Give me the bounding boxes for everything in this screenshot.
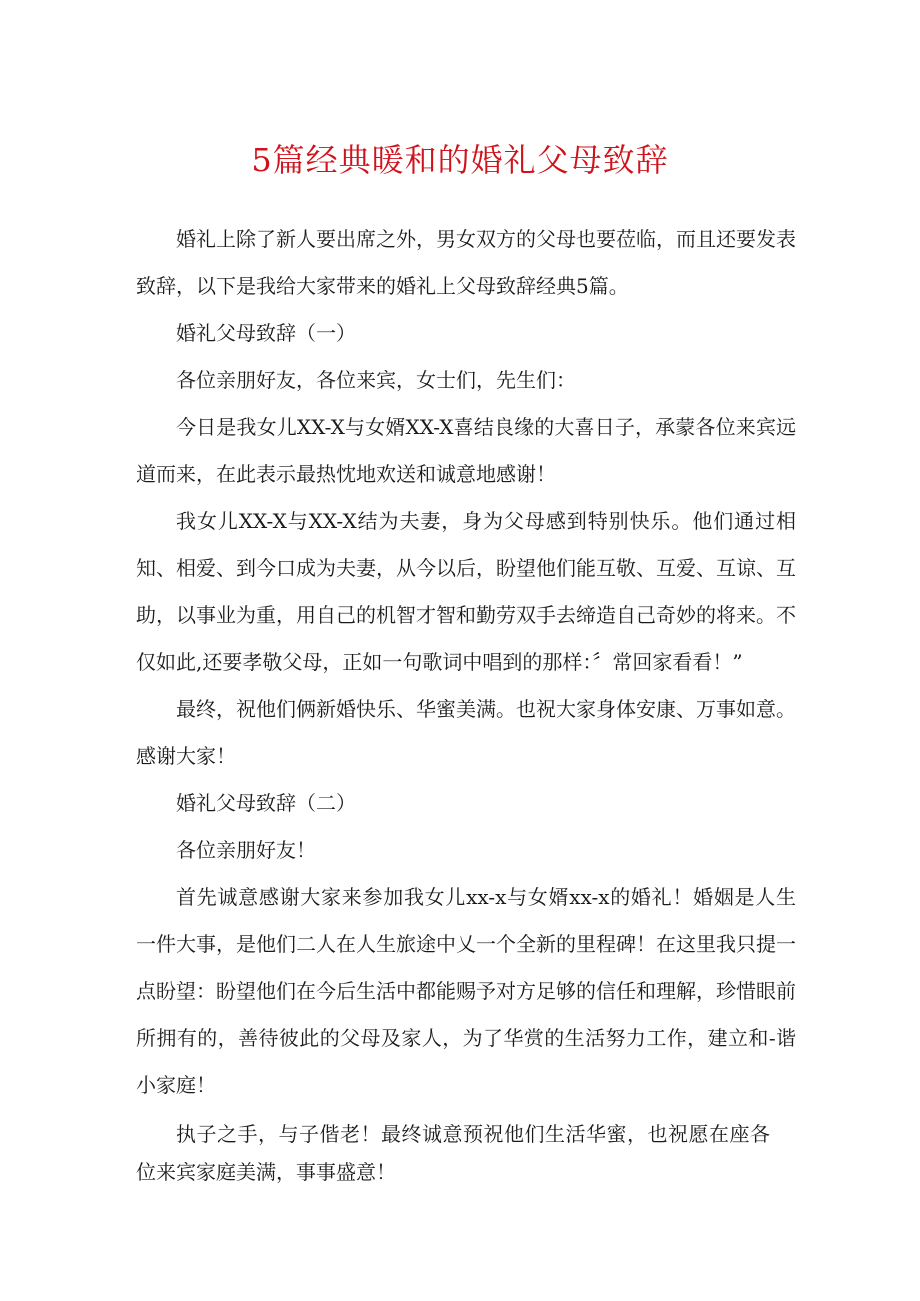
page-title: 5篇经典暖和的婚礼父母致辞: [251, 141, 669, 179]
body-paragraph: 我女儿XX-X与XX-X结为夫妻，身为父母感到特别快乐。他们通过相知、相爱、到今口成为夫妻，从今以后，盼望他们能互敬、互爱、互谅、互助，以事业为重，用自己的机智才智和勤劳双手去缔造自己奇妙的将来。不仅如此,还要孝敬父母，正如一句歌词中唱到的那样：〞常回家看看！”: [136, 509, 796, 674]
body-paragraph: 今日是我女儿XX-X与女婿XX-X喜结良缘的大喜日子，承蒙各位来宾远道而来，在此表示最热忱地欢送和诚意地感谢！: [136, 415, 796, 486]
intro-paragraph: 婚礼上除了新人要出席之外，男女双方的父母也要莅临，而且还要发表致辞，以下是我给大家带来的婚礼上父母致辞经典5篇。: [136, 227, 796, 298]
section-heading-2: 婚礼父母致辞（二）: [176, 791, 356, 815]
salutation-paragraph: 各位亲朋好友！: [176, 838, 316, 862]
body-paragraph: 最终，祝他们俩新婚快乐、华蜜美满。也祝大家身体安康、万事如意。感谢大家！: [136, 697, 796, 768]
closing-paragraph: 执子之手，与子偕老！最终诚意预祝他们生活华蜜，也祝愿在座各位来宾家庭美满，事事盛意！: [136, 1122, 770, 1184]
section-heading-1: 婚礼父母致辞（一）: [176, 321, 356, 345]
salutation-paragraph: 各位亲朋好友，各位来宾，女士们，先生们：: [176, 368, 576, 392]
document-body: [136, 216, 796, 1191]
body-paragraph: 首先诚意感谢大家来参加我女儿xx-x与女婿xx-x的婚礼！婚姻是人生一件大事，是他们二人在人生旅途中乂一个全新的里程碑！在这里我只提一点盼望：盼望他们在今后生活中都能赐予对方足够的信任和理解，珍惜眼前所拥有的，善待彼此的父母及家人，为了华赏的生活努力工作，建立和-谐小家庭！: [136, 885, 796, 1097]
